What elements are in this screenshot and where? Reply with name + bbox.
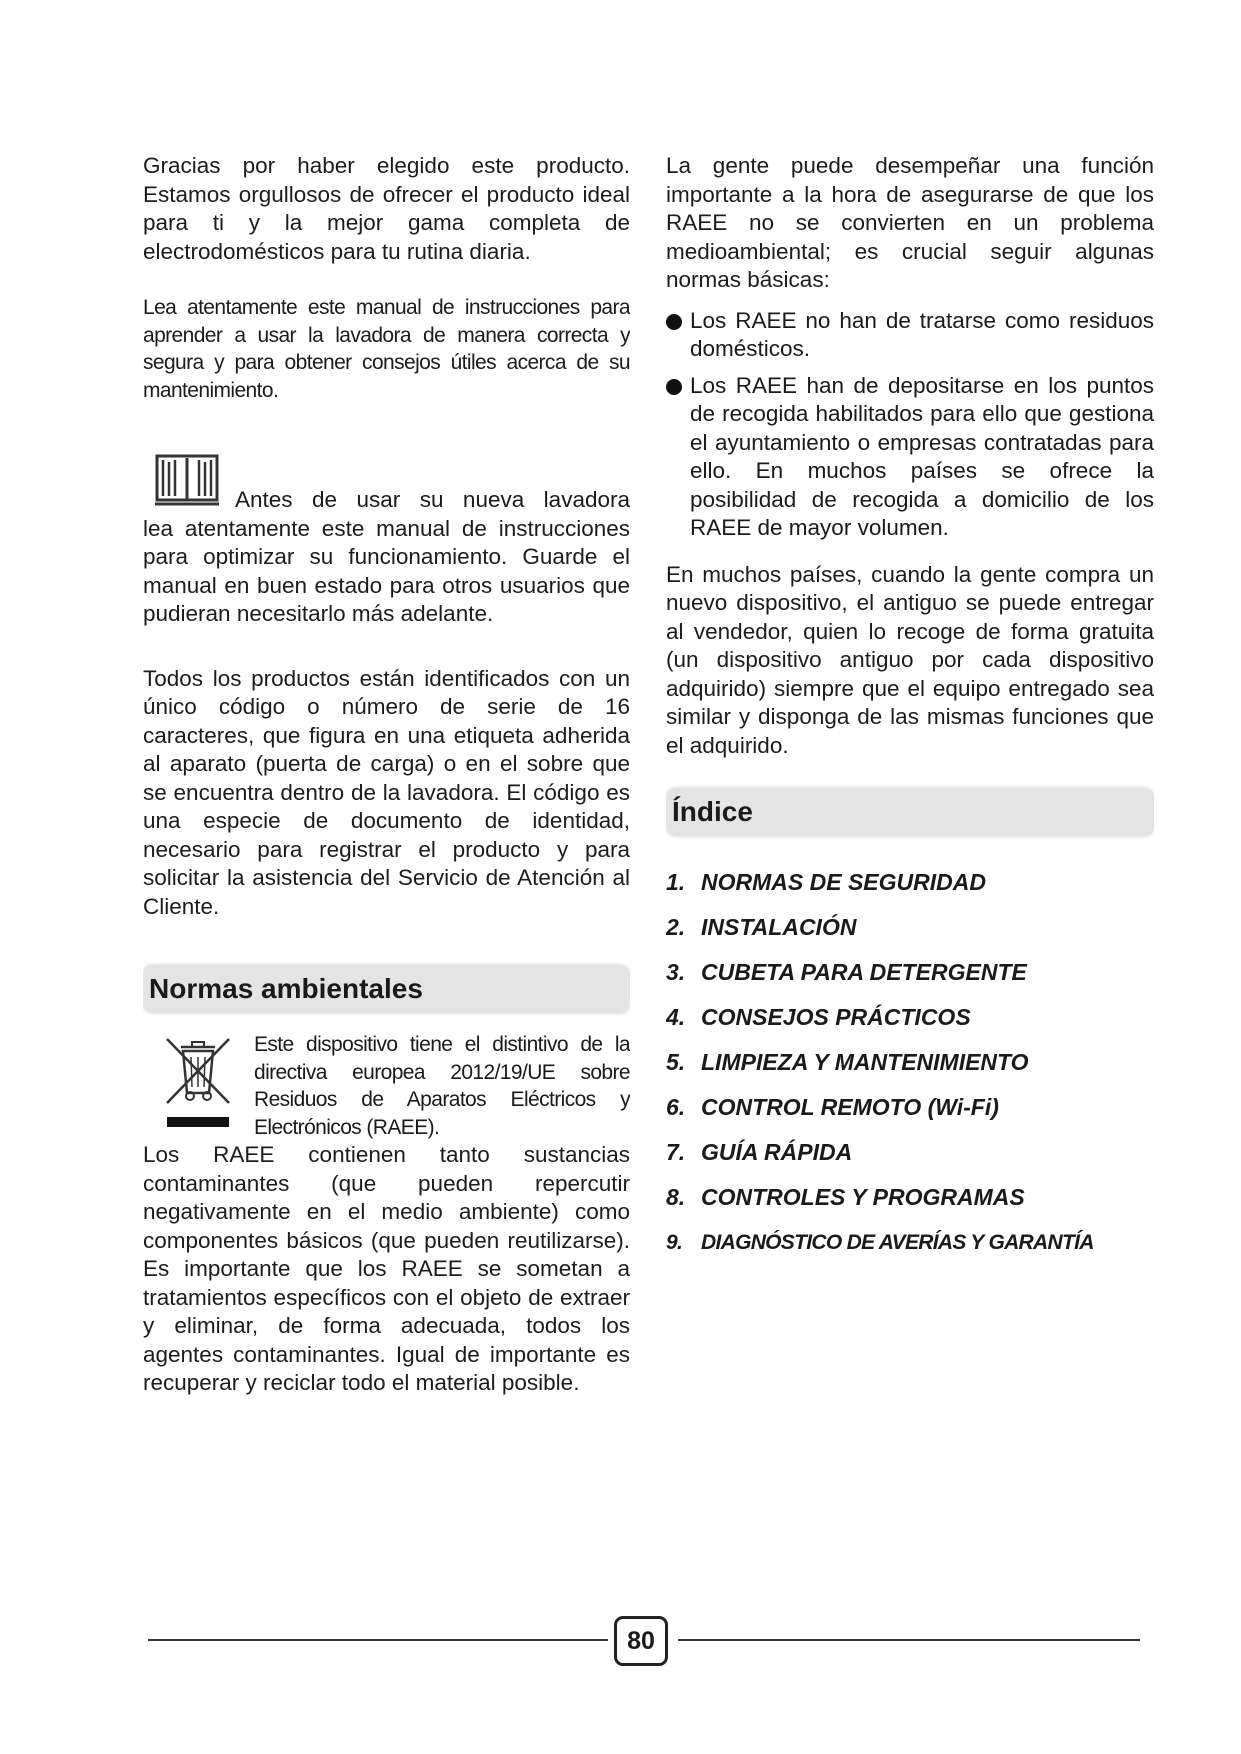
book-note [143,450,630,629]
crossed-bin-icon [161,1033,235,1129]
bullet-dot-icon [666,314,682,330]
section-header-environment [143,965,630,1013]
bullet-item: Los RAEE han de depositarse en los puntos de recogida habilitados para ello que gestiona el ayuntamiento o empresas contratadas para ello. En muchos países se ofrece la posibilidad de recogida a domicilio de los RAEE de mayor volumen. [666,372,1154,543]
book-note-text: lea atentamente este manual de instrucciones para optimizar su funcionamiento. Guarde el manual en buen estado para otros usuarios que pudieran necesitarlo más adelante. [143,515,630,626]
toc-item[interactable]: 5. LIMPIEZA Y MANTENIMIENTO [666,1049,1029,1075]
weee-body-paragraph: Los RAEE contienen tanto sustancias contaminantes (que pueden repercutir negativamente en el medio ambiente) como componentes básicos (que pueden reutilizarse). Es importante que los RAEE se sometan a tratamientos específicos con el objeto de extraer y eliminar, de forma adecuada, todos los agentes contaminantes. Igual de importante es recuperar y reciclar todo el material posible. [143,1142,630,1395]
toc-item[interactable]: 7. GUÍA RÁPIDA [666,1139,853,1165]
footer-rule-left [148,1639,608,1641]
right-intro-paragraph: La gente puede desempeñar una función importante a la hora de asegurarse de que los RAEE no se convierten en un problema medioambiental; es crucial seguir algunas normas básicas: [666,153,1154,292]
bullet-dot-icon [666,379,682,395]
left-column [143,152,630,1398]
toc-item[interactable]: 6. CONTROL REMOTO (Wi-Fi) [666,1094,999,1120]
right-column [666,152,1154,1265]
bullet-item: Los RAEE no han de tratarse como residuos domésticos. [666,307,1154,364]
table-of-contents [666,860,1154,1265]
read-manual-paragraph: Lea atentamente este manual de instrucciones para aprender a usar la lavadora de manera correcta y segura y para obtener consejos útiles acerca de su mantenimiento. [143,296,630,402]
toc-item[interactable]: 2. INSTALACIÓN [666,914,857,940]
intro-paragraph: Gracias por haber elegido este producto. Estamos orgullosos de ofrecer el producto ideal para ti y la mejor gama completa de electrodomésticos para tu rutina diaria. [143,153,630,264]
serial-paragraph: Todos los productos están identificados con un único código o número de serie de 16 caracteres, que figura en una etiqueta adherida al aparato (puerta de carga) o en el sobre que se encuentra dentro de la lavadora. El código es una especie de documento de identidad, necesario para registrar el producto y para solicitar la asistencia del Servicio de Atención al Cliente. [143,665,630,919]
weee-label-text: Este dispositivo tiene el distintivo de la directiva europea 2012/19/UE sobre Residuos de Aparatos Eléctricos y Electrónicos (RAEE). [254,1033,630,1139]
open-book-icon [153,450,221,510]
page-number: 80 [614,1616,668,1666]
toc-item[interactable]: 9. DIAGNÓSTICO DE AVERÍAS Y GARANTÍA [666,1231,1094,1254]
section-header-index [666,788,1154,836]
index-title: Índice [672,796,753,827]
toc-item[interactable]: 4. CONSEJOS PRÁCTICOS [666,1004,971,1030]
section-title: Normas ambientales [149,973,423,1004]
weee-block [143,1031,630,1141]
return-policy-paragraph: En muchos países, cuando la gente compra un nuevo dispositivo, el antiguo se puede entregar al vendedor, quien lo recoge de forma gratuita (un dispositivo antiguo por cada dispositivo adquirido) siempre que el equipo entregado sea similar y disponga de las mismas funciones que el adquirido. [666,561,1154,758]
book-note-first-line: Antes de usar su nueva lavadora [235,487,630,512]
footer-rule-right [678,1639,1140,1641]
toc-item[interactable]: 3. CUBETA PARA DETERGENTE [666,959,1027,985]
toc-item[interactable]: 1. NORMAS DE SEGURIDAD [666,869,986,895]
toc-item[interactable]: 8. CONTROLES Y PROGRAMAS [666,1184,1025,1210]
